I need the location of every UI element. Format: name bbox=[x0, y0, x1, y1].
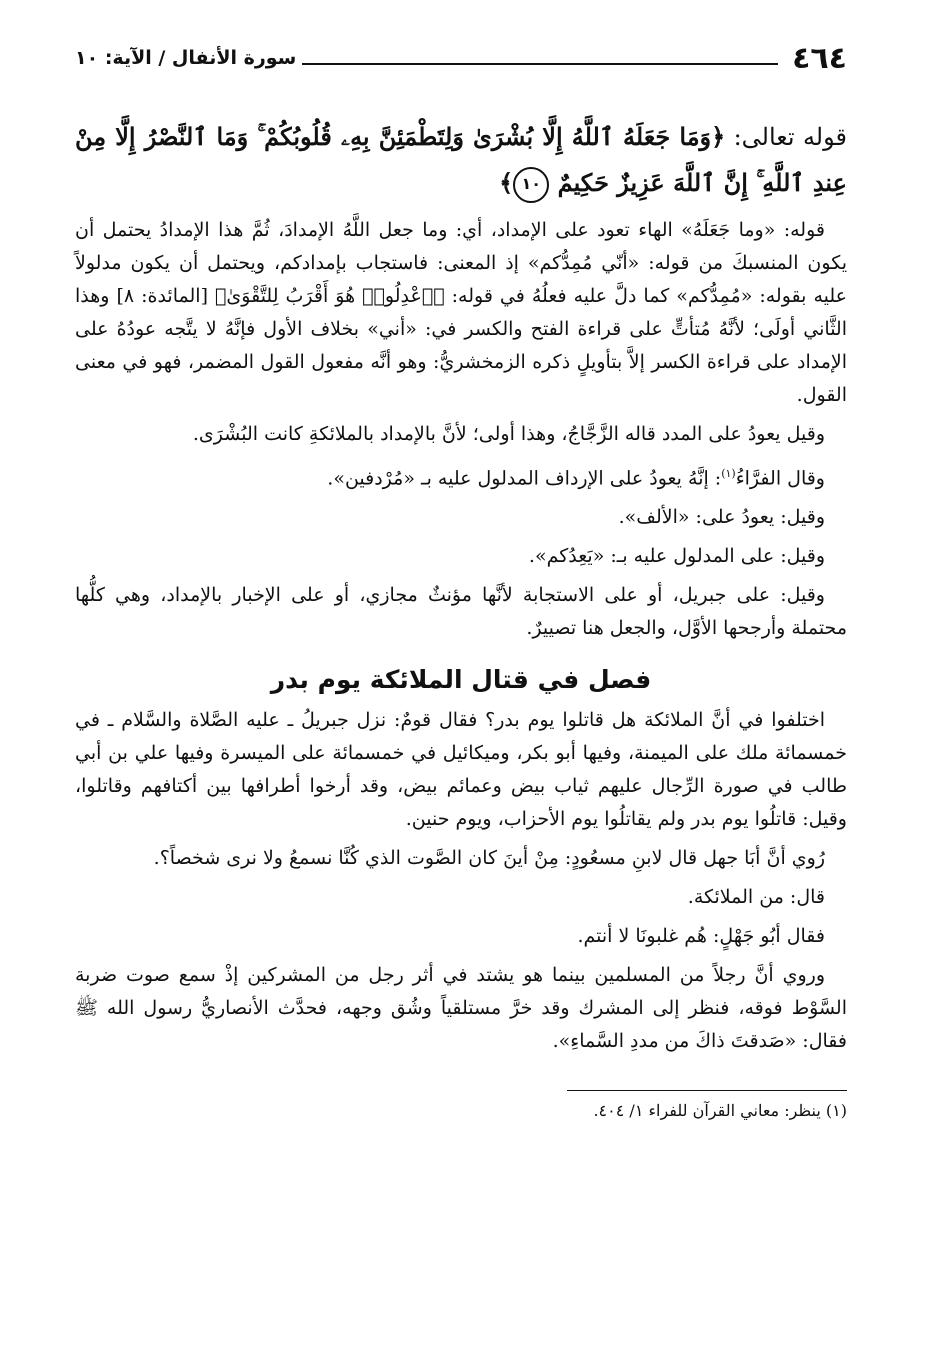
footnote: (١) ينظر: معاني القرآن للفراء ١/ ٤٠٤. bbox=[593, 1101, 847, 1121]
section-paragraph-1: اختلفوا في أنَّ الملائكة هل قاتلوا يوم بدر؟ فقال قومٌ: نزل جبريلُ ـ عليه الصَّلاة والسَّلام ـ في خمسمائة ملك على الميمنة، وفيها أبو بكر، وميكائيل في خمسمائة على الميسرة وفيها علي بن أبي طالب في صورة الرِّجال عليهم ثياب بيض وعمائم بيض، وقد أرخوا أطرافها بين أكتافهم وقاتلوا، وقيل: قاتلُوا يوم بدر ولم يقاتلُوا يوم الأحزاب، ويوم حنين. bbox=[75, 709, 847, 831]
line-rest: : إنَّهُ يعودُ على الإرداف المدلول عليه بـ «مُرْدفين». bbox=[327, 467, 722, 490]
header-rule bbox=[302, 63, 778, 65]
section-paragraph-5: وروي أنَّ رجلاً من المسلمين بينما هو يشتد في أثر رجل من المشركين إذْ سمع صوت ضربة السَّوْط فوقه، فنظر إلى المشرك وقد خرَّ مستلقياً وشُق وجهه، فحدَّث الأنصاريُّ رسول الله ﷺ فقال: «صَدقتَ ذاكَ من مددِ السَّماءِ». bbox=[75, 964, 847, 1053]
ayah-number-marker: ١٠ bbox=[513, 167, 549, 203]
quran-verse bbox=[75, 114, 847, 206]
section-heading: فصل في قتال الملائكة يوم بدر bbox=[270, 665, 652, 695]
page bbox=[75, 38, 847, 1125]
section-paragraph-3: قال: من الملائكة. bbox=[687, 886, 825, 909]
running-head bbox=[75, 38, 847, 78]
commentary-paragraph-1: قوله: «وما جَعَلَهُ» الهاء تعود على الإمداد، أي: وما جعل اللَّهُ الإمدادَ، ثُمَّ هذا الإمدادُ يحتمل أن يكون المنسبكَ من قوله: «أنّي مُمِدُّكم» إذ المعنى: فاستجاب بإمدادكم، ويحتمل أن يكون مدلولاً عليه بقوله: «مُمِدُّكم» كما دلَّ عليه فعلُهُ في قوله: ﴿ٱعْدِلُوا۟ هُوَ أَقْرَبُ لِلتَّقْوَىٰ﴾ [المائدة: ٨] وهذا الثَّاني أولَى؛ لأنَّهُ مُتأتٍّ على قراءة الفتح والكسر في: «أني» بخلاف الأول فإنَّهُ لا يتَّجه عودُهُ على الإمداد على قراءة الكسر إلاَّ بتأويلٍ ذكره الزمخشريُّ: وهو أنَّه مفعول القول المضمر، فهو في معنى القول. bbox=[75, 219, 847, 406]
verse-intro: قوله تعالى: bbox=[725, 123, 847, 151]
commentary-paragraph-2: وقيل يعودُ على المدد قاله الزَّجَّاجُ، وهذا أولى؛ لأنَّ بالإمداد بالملائكةِ كانت البُشْرَى. bbox=[192, 423, 825, 445]
verse-close-bracket: ﴾ bbox=[499, 168, 514, 197]
footnote-ref: (١) bbox=[721, 467, 736, 480]
page-number: ٤٦٤ bbox=[792, 40, 847, 76]
section-paragraph-2: رُوي أنَّ أبَا جهل قال لابنِ مسعُودٍ: مِنْ أينَ كان الصَّوت الذي كُنَّا نسمعُ ولا نرى شخصاً؟. bbox=[153, 847, 825, 870]
commentary-line-farra bbox=[75, 457, 847, 495]
verse-text: ﴿وَمَا جَعَلَهُ ٱللَّهُ إِلَّا بُشْرَىٰ وَلِتَطْمَئِنَّ بِهِۦ قُلُوبُكُمْ ۚ وَمَا ٱلنَّصْرُ إِلَّا مِنْ عِندِ ٱللَّهِ ۚ إِنَّ ٱللَّهَ عَزِيزٌ حَكِيمٌ bbox=[75, 122, 847, 197]
commentary-paragraph-3: وقيل: على جبريل، أو على الاستجابة لأنَّها مؤنثٌ مجازي، أو على الإخبار بالإمداد، وهي كلُّها محتملة وأرجحها الأوَّل، والجعل هنا تصييرٌ. bbox=[75, 584, 847, 640]
footnote-rule bbox=[567, 1090, 847, 1091]
section-paragraph-4: فقال أبُو جَهْلٍ: هُم غلبونَا لا أنتم. bbox=[577, 925, 825, 948]
commentary-line-yaidukum: وقيل: على المدلول عليه بـ: «يَعِدُكم». bbox=[528, 545, 825, 568]
line-text: وقال الفرَّاءُ bbox=[735, 467, 825, 490]
surah-reference: سورة الأنفال / الآية: ١٠ bbox=[75, 47, 297, 69]
commentary-line-alf: وقيل: يعودُ على: «الألف». bbox=[618, 506, 825, 529]
